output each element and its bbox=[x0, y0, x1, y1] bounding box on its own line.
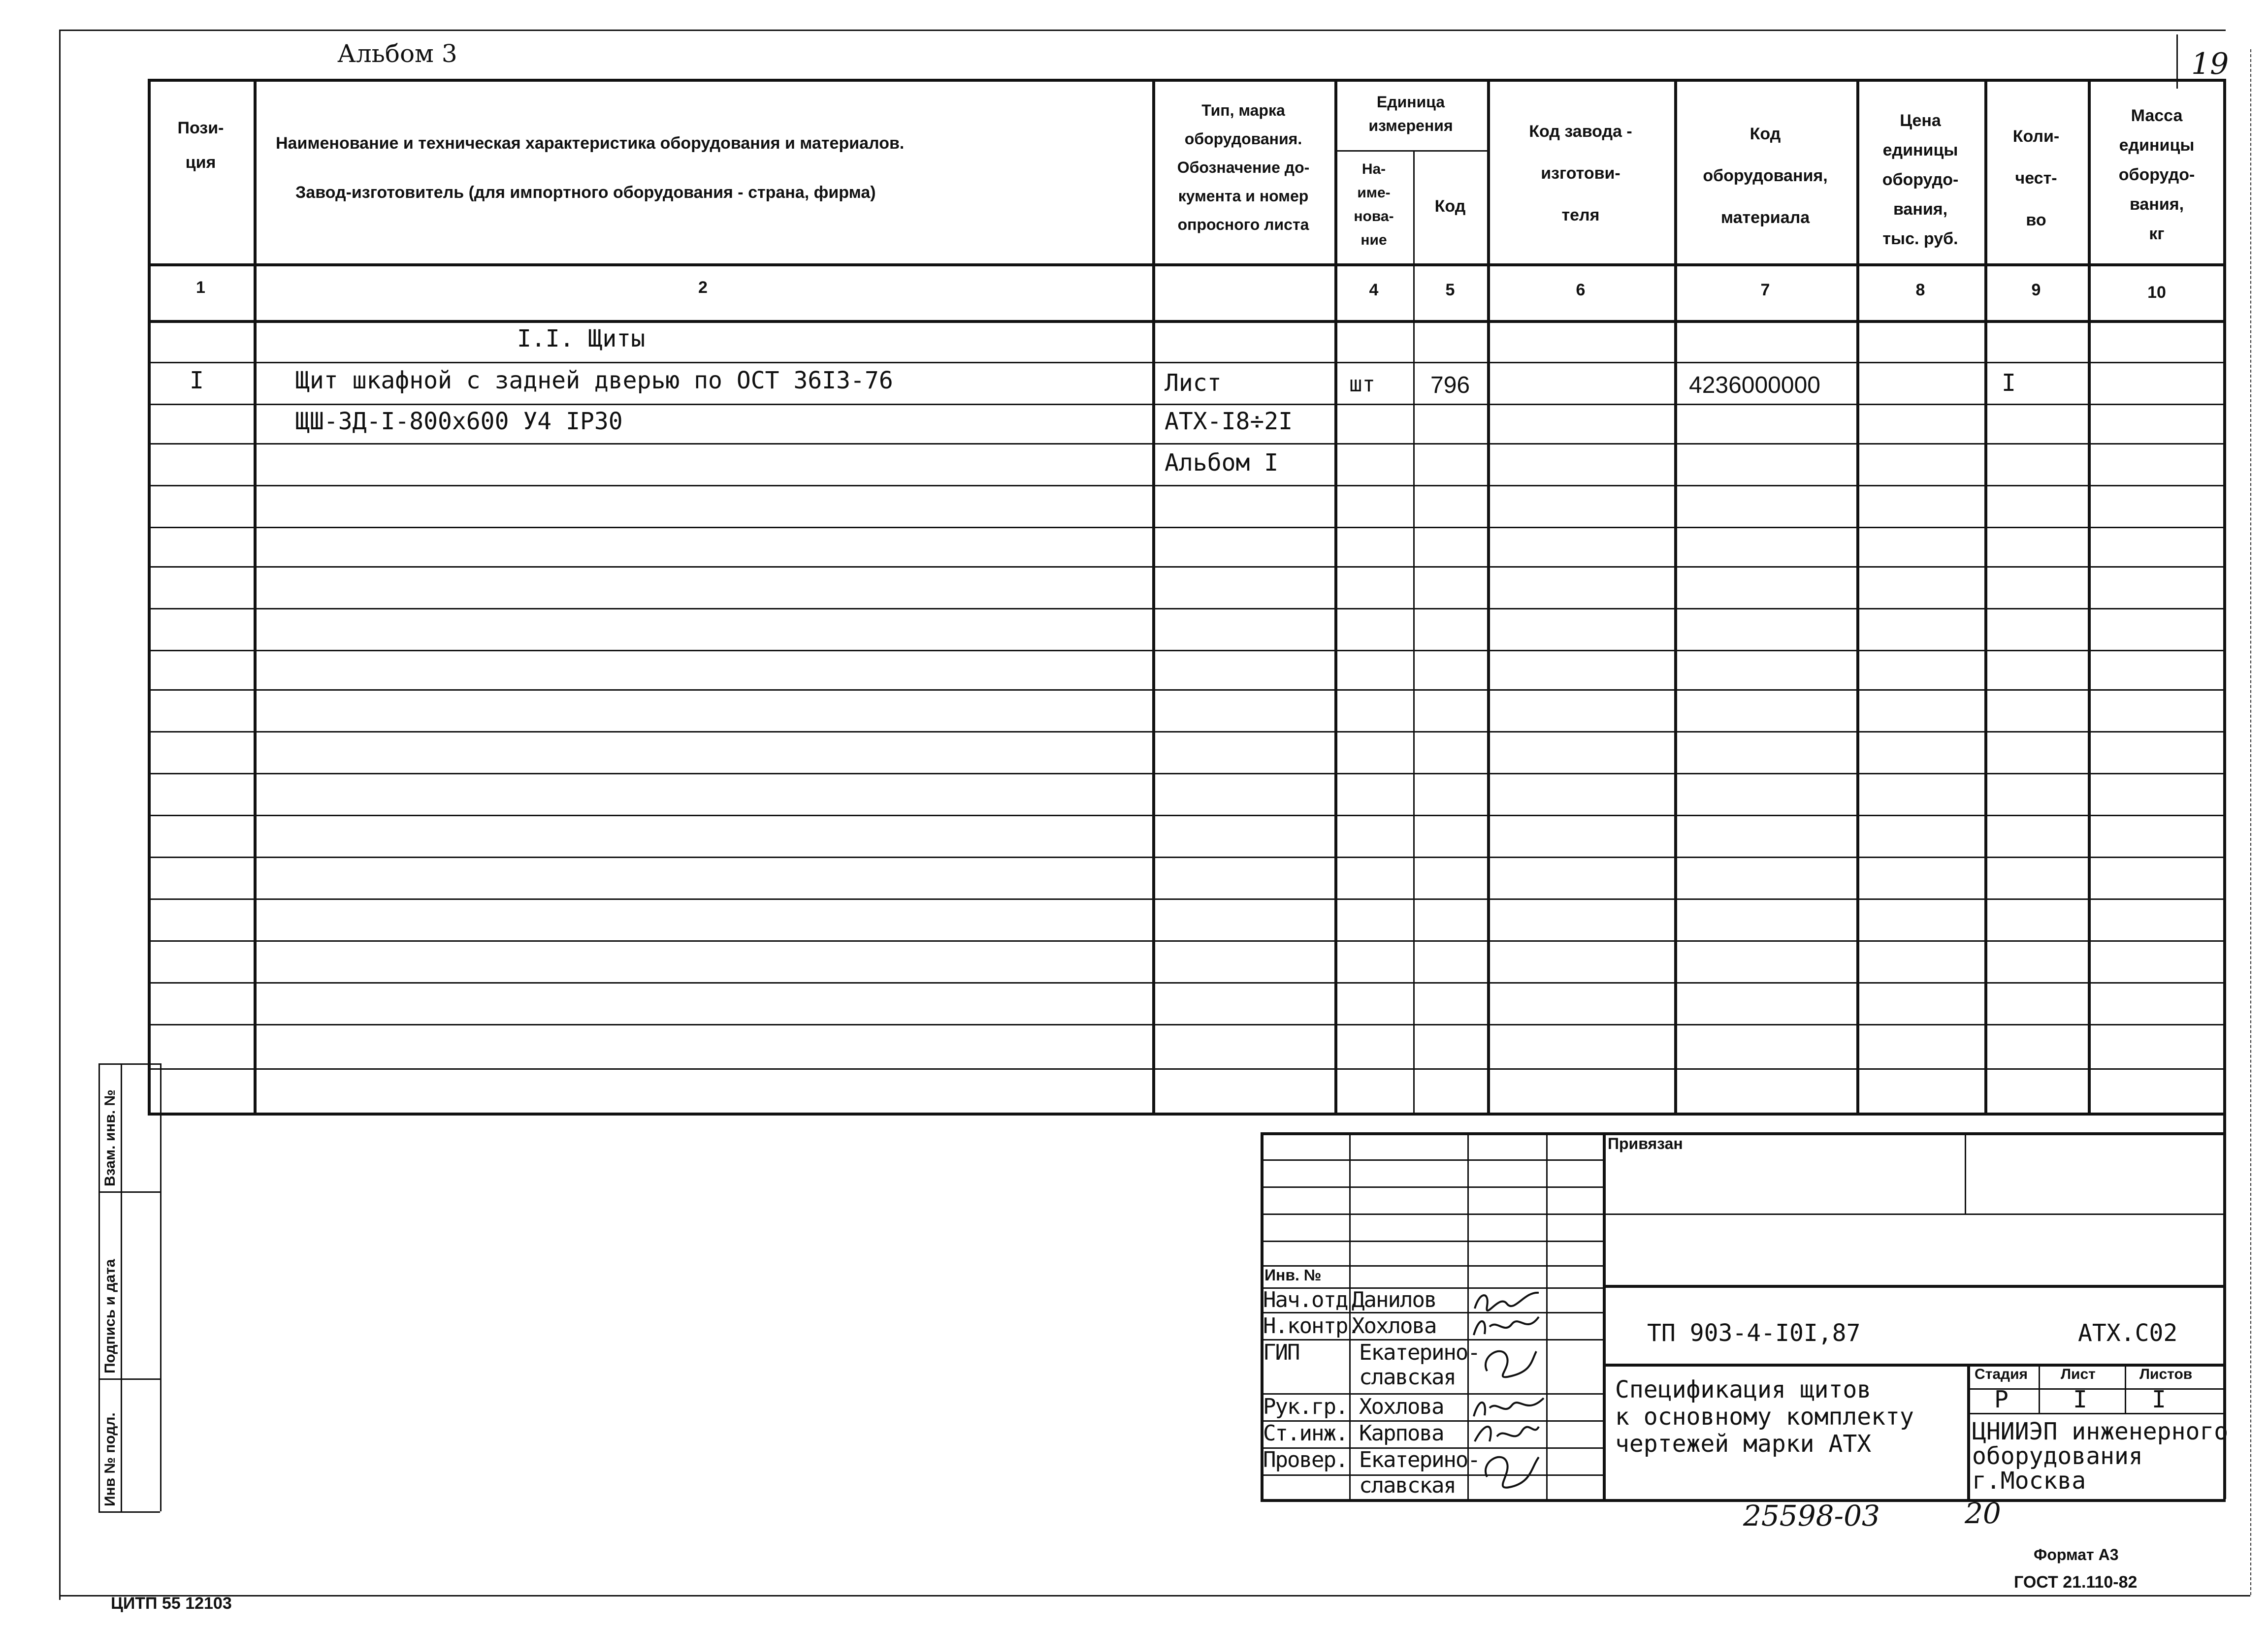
signer-role: Ст.инж. bbox=[1263, 1421, 1348, 1446]
signer-name: Екатерино- bbox=[1359, 1340, 1480, 1365]
header-mass: Масса единицы оборудо- вания, кг bbox=[2118, 106, 2195, 243]
col-num-7: 7 bbox=[1760, 281, 1770, 299]
format-label: Формат А3 bbox=[2034, 1546, 2119, 1564]
section-title: I.I. Щиты bbox=[517, 325, 646, 352]
signer-name: Хохлова bbox=[1352, 1313, 1436, 1339]
doc-title-line2: к основному комплекту bbox=[1615, 1403, 1914, 1431]
signature-ekaterinoslavskaya-2 bbox=[1477, 1447, 1546, 1497]
signer-role: Провер. bbox=[1263, 1447, 1348, 1472]
row-type: Альбом I bbox=[1165, 449, 1279, 477]
bottom-left-code: ЦИТП 55 12103 bbox=[111, 1594, 232, 1613]
header-factory-code: Код завода - изготови- теля bbox=[1529, 122, 1632, 224]
signer-name: Екатерино- bbox=[1359, 1447, 1480, 1472]
header-unit-group: Единица измерения bbox=[1368, 93, 1453, 134]
project-code: ТП 903-4-I0I,87 bbox=[1647, 1319, 1861, 1347]
frame-left bbox=[59, 30, 61, 1600]
inventory-handwritten: 25598-03 bbox=[1743, 1499, 1880, 1532]
col-num-5: 5 bbox=[1445, 281, 1455, 299]
header-equipment-code: Код оборудования, материала bbox=[1703, 125, 1828, 227]
signature-danilov bbox=[1470, 1289, 1544, 1313]
signer-role: Рук.гр. bbox=[1263, 1394, 1348, 1419]
gost-label: ГОСТ 21.110-82 bbox=[2014, 1573, 2138, 1592]
col-num-10: 10 bbox=[2147, 283, 2166, 302]
signer-name: Карпова bbox=[1359, 1421, 1444, 1446]
signature-ekaterinoslavskaya bbox=[1477, 1341, 1546, 1386]
header-quantity: Коли- чест- во bbox=[2012, 127, 2060, 229]
doc-code: АТХ.С02 bbox=[2078, 1319, 2178, 1347]
sheet-value: I bbox=[2073, 1386, 2087, 1413]
doc-title-line1: Спецификация щитов bbox=[1615, 1376, 1872, 1404]
sheets-label: Листов bbox=[2139, 1366, 2193, 1382]
signer-name: славская bbox=[1359, 1365, 1456, 1390]
signer-role: Нач.отд. bbox=[1263, 1287, 1360, 1312]
side-inv-replace: Взам. инв. № bbox=[102, 1089, 118, 1186]
inv-no-label: Инв. № bbox=[1264, 1266, 1322, 1284]
signature-karpova bbox=[1470, 1422, 1544, 1446]
col-num-9: 9 bbox=[2031, 281, 2041, 299]
frame-right bbox=[2250, 49, 2251, 1595]
row-type: Лист bbox=[1165, 369, 1222, 397]
side-inv-orig: Инв № подл. bbox=[102, 1412, 118, 1506]
frame-top bbox=[59, 30, 2226, 31]
sheets-value: I bbox=[2152, 1386, 2166, 1413]
album-label: Альбом 3 bbox=[337, 39, 457, 68]
row-unit: шт bbox=[1349, 372, 1375, 397]
col-num-1: 1 bbox=[196, 278, 205, 297]
header-type: Тип, марка оборудования. Обозначение до- кумента и номер опросного листа bbox=[1177, 101, 1310, 233]
row-equipment-code: 4236000000 bbox=[1689, 372, 1820, 398]
header-price: Цена единицы оборудо- вания, тыс. руб. bbox=[1882, 111, 1959, 248]
header-position: Пози- ция bbox=[177, 119, 224, 172]
doc-title-line3: чертежей марки АТХ bbox=[1615, 1430, 1872, 1458]
side-sign-date: Подпись и дата bbox=[102, 1259, 118, 1373]
org-line1: ЦНИИЭП инженерного bbox=[1972, 1418, 2229, 1445]
header-name-line1: Наименование и техническая характеристика оборудования и материалов. bbox=[276, 134, 905, 153]
row-position: I bbox=[190, 367, 204, 394]
header-unit-name: На- име- нова- ние bbox=[1354, 161, 1394, 248]
signer-role: Н.контр. bbox=[1263, 1313, 1360, 1339]
stage-label: Стадия bbox=[1975, 1366, 2028, 1382]
row-name: ЩШ-ЗД-I-800х600 У4 IP30 bbox=[295, 408, 623, 435]
stage-value: Р bbox=[1994, 1386, 2009, 1413]
col-num-8: 8 bbox=[1915, 281, 1925, 299]
col-num-4: 4 bbox=[1369, 281, 1379, 299]
org-line3: г.Москва bbox=[1972, 1467, 2086, 1495]
signer-name: Данилов bbox=[1352, 1287, 1436, 1312]
signature-khokhlova-2 bbox=[1470, 1396, 1549, 1420]
row-unit-code: 796 bbox=[1430, 372, 1470, 398]
signer-role: ГИП bbox=[1263, 1340, 1299, 1365]
col-num-2: 2 bbox=[698, 278, 708, 297]
header-unit-code: Код bbox=[1434, 197, 1466, 216]
col-num-6: 6 bbox=[1576, 281, 1586, 299]
page-number: 19 bbox=[2191, 47, 2229, 81]
row-quantity: I bbox=[2002, 369, 2016, 397]
sheet-handwritten: 20 bbox=[1965, 1497, 2001, 1530]
frame-bottom bbox=[59, 1595, 2250, 1596]
row-name: Щит шкафной с задней дверью по ОСТ 36I3-76 bbox=[295, 367, 893, 394]
header-name-line2: Завод-изготовитель (для импортного оборудования - страна, фирма) bbox=[295, 183, 876, 202]
signer-name: славская bbox=[1359, 1473, 1456, 1498]
bound-label: Привязан bbox=[1608, 1135, 1683, 1152]
signer-name: Хохлова bbox=[1359, 1394, 1444, 1419]
row-type: АТХ-I8÷2I bbox=[1165, 408, 1293, 435]
org-line2: оборудования bbox=[1972, 1442, 2143, 1470]
sheet-label: Лист bbox=[2061, 1366, 2096, 1382]
signature-khokhlova bbox=[1470, 1314, 1544, 1339]
